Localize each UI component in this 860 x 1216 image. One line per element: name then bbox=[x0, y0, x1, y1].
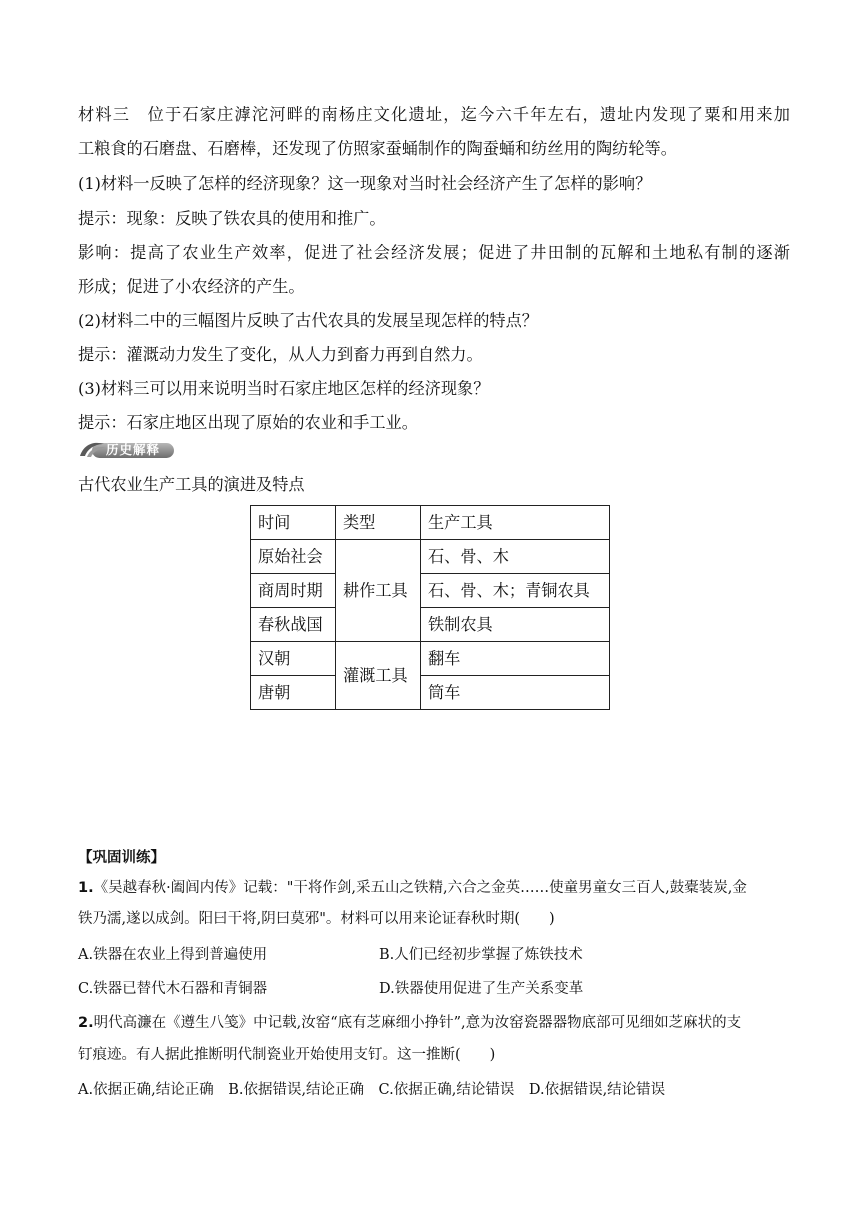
practice-q2-options: A.依据正确,结论正确 B.依据错误,结论正确 C.依据正确,结论错误 D.依据错误,结论错误 bbox=[78, 1082, 666, 1098]
period-cell: 汉朝 bbox=[251, 642, 336, 676]
swirl-icon bbox=[78, 441, 108, 459]
period-cell: 唐朝 bbox=[251, 676, 336, 710]
type-cell-farming: 耕作工具 bbox=[336, 540, 421, 642]
tools-cell: 石、骨、木 bbox=[421, 540, 610, 574]
question-2: (2)材料二中的三幅图片反映了古代农具的发展呈现怎样的特点？ bbox=[78, 311, 538, 330]
material3-line2: 工粮食的石磨盘、石磨棒，还发现了仿照家蚕蛹制作的陶蚕蛹和纺丝用的陶纺轮等。 bbox=[78, 139, 677, 158]
question-1: (1)材料一反映了怎样的经济现象？这一现象对当时社会经济产生了怎样的影响？ bbox=[78, 174, 652, 193]
table-title: 古代农业生产工具的演进及特点 bbox=[78, 475, 305, 494]
practice-q2-line2: 钉痕迹。有人据此推断明代制瓷业开始使用支钉。这一推断( ) bbox=[78, 1047, 496, 1063]
tools-cell: 铁制农具 bbox=[421, 608, 610, 642]
question-number: 1. bbox=[78, 880, 94, 896]
table-row bbox=[251, 574, 610, 608]
tools-cell: 筒车 bbox=[421, 676, 610, 710]
section-banner bbox=[78, 441, 176, 459]
tools-table bbox=[250, 505, 610, 710]
practice-q2-line1: 2.明代高濂在《遵生八笺》中记载,汝窑“底有芝麻细小挣针”,意为汝窑瓷器器物底部可见细如芝麻状的支 bbox=[78, 1015, 742, 1031]
tools-cell: 石、骨、木；青铜农具 bbox=[421, 574, 610, 608]
table-header-row bbox=[251, 506, 610, 540]
practice-q1-line2: 铁乃濡,遂以成剑。阳曰干将,阴曰莫邪"。材料可以用来论证春秋时期( ) bbox=[78, 911, 555, 927]
impact-line2: 形成；促进了小农经济的产生。 bbox=[78, 277, 305, 296]
hint-2: 提示：灌溉动力发生了变化，从人力到畜力再到自然力。 bbox=[78, 345, 483, 364]
table-row bbox=[251, 608, 610, 642]
section-banner-label: 历史解释 bbox=[106, 442, 161, 457]
table-row bbox=[251, 642, 610, 676]
option-a: A.铁器在农业上得到普遍使用 bbox=[78, 947, 268, 963]
header-type: 类型 bbox=[336, 506, 421, 540]
practice-heading: 【巩固训练】 bbox=[78, 850, 165, 866]
period-cell: 春秋战国 bbox=[251, 608, 336, 642]
period-cell: 原始社会 bbox=[251, 540, 336, 574]
type-cell-irrigation: 灌溉工具 bbox=[336, 642, 421, 710]
tools-cell: 翻车 bbox=[421, 642, 610, 676]
header-tools: 生产工具 bbox=[421, 506, 610, 540]
option-c: C.铁器已替代木石器和青铜器 bbox=[78, 981, 268, 997]
material3-line1: 材料三 位于石家庄滹沱河畔的南杨庄文化遗址，迄今六千年左右，遗址内发现了粟和用来加 bbox=[78, 105, 790, 124]
practice-q1-line1: 1.《吴越春秋·阖闾内传》记载："干将作剑,采五山之铁精,六合之金英……使童男童女三百人,鼓橐装炭,金 bbox=[78, 880, 747, 896]
question-3: (3)材料三可以用来说明当时石家庄地区怎样的经济现象？ bbox=[78, 379, 490, 398]
table-row bbox=[251, 676, 610, 710]
question-number: 2. bbox=[78, 1015, 94, 1031]
table-row bbox=[251, 540, 610, 574]
option-d: D.铁器使用促进了生产关系变革 bbox=[379, 981, 584, 997]
header-period: 时间 bbox=[251, 506, 336, 540]
impact-line1: 影响：提高了农业生产效率，促进了社会经济发展；促进了井田制的瓦解和土地私有制的逐渐 bbox=[78, 243, 790, 262]
period-cell: 商周时期 bbox=[251, 574, 336, 608]
option-b: B.人们已经初步掌握了炼铁技术 bbox=[379, 947, 583, 963]
hint-3: 提示：石家庄地区出现了原始的农业和手工业。 bbox=[78, 413, 418, 432]
hint-1: 提示：现象：反映了铁农具的使用和推广。 bbox=[78, 209, 386, 228]
